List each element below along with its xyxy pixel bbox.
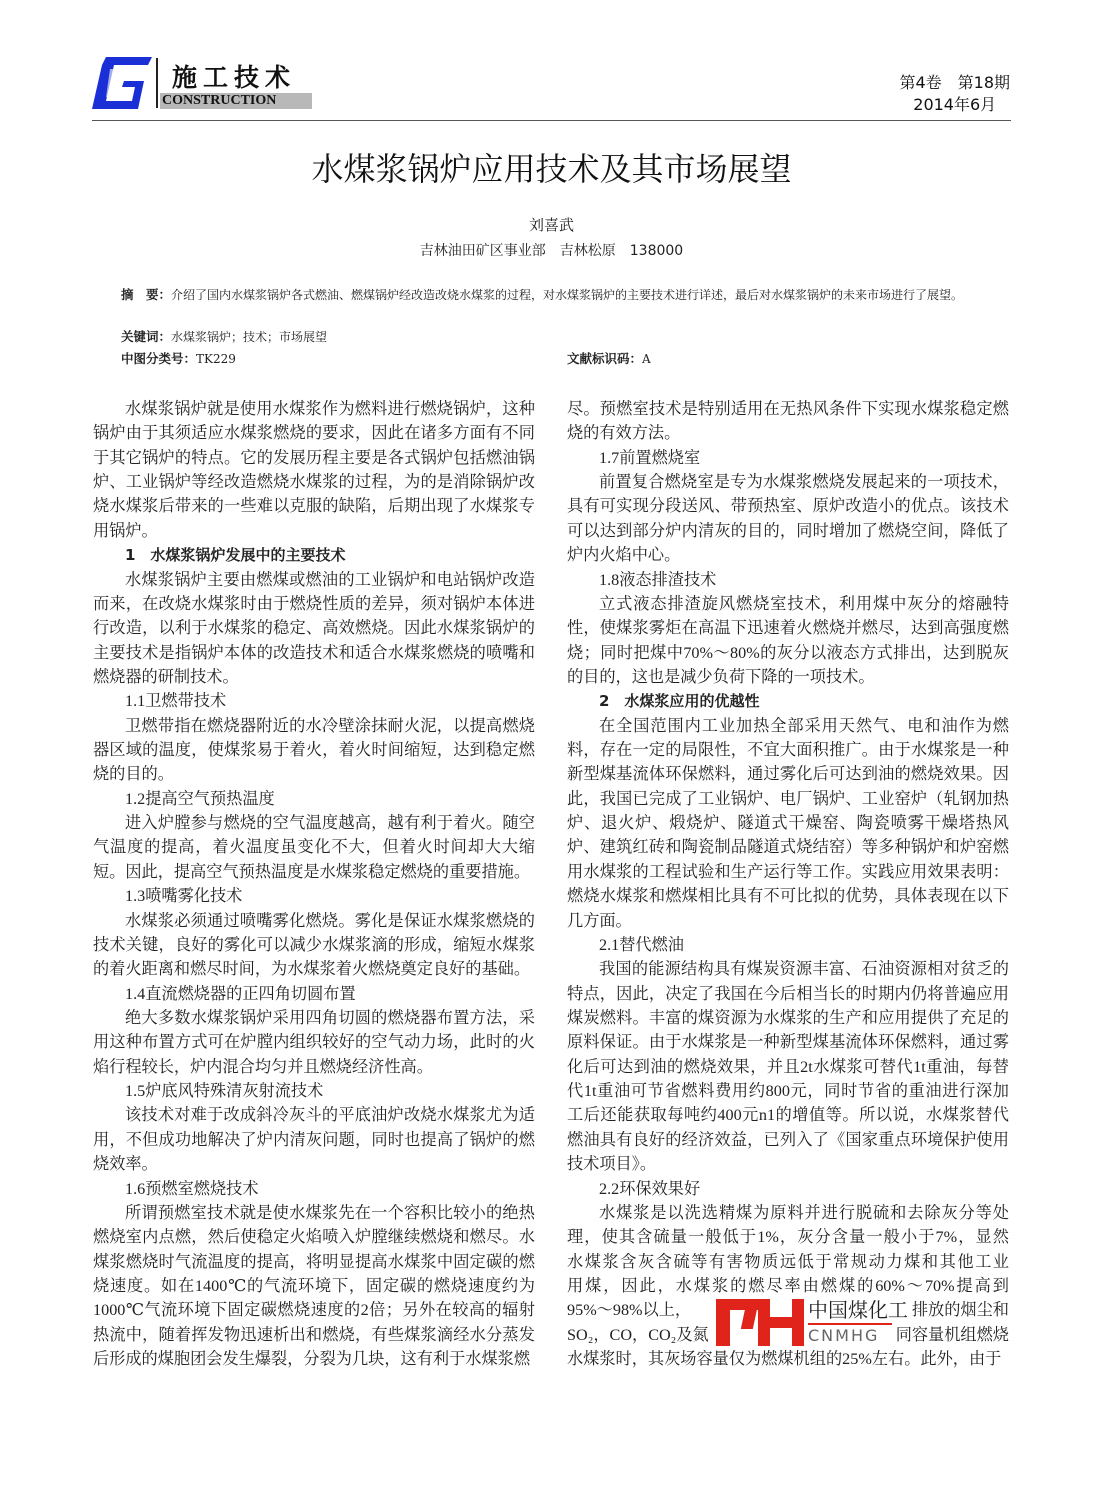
text-line: 炉、退火炉、煅烧炉、隧道式干燥窑、陶瓷喷雾干燥塔热风: [567, 814, 1009, 833]
document-code: [567, 348, 651, 370]
journal-name-en: CONSTRUCTION: [160, 93, 312, 109]
text-line: 短。因此，提高空气预热温度是水煤浆稳定燃烧的重要措施。: [93, 862, 531, 881]
section-heading: [93, 689, 535, 713]
text-line: 烧效率。: [93, 1155, 158, 1174]
section-heading: [567, 446, 1009, 470]
abstract: [93, 284, 1011, 306]
watermark: [716, 1298, 908, 1346]
text-line: 煤炭燃料。丰富的煤资源为水煤浆的生产和应用提供了充足的: [567, 1008, 1009, 1027]
header-rule: [92, 120, 1011, 121]
keywords-text: 水煤浆锅炉；技术；市场展望: [171, 330, 328, 344]
paragraph: [567, 592, 1009, 689]
journal-name: 施工技术: [172, 63, 297, 92]
text-line: 2 水煤浆应用的优越性: [599, 692, 760, 711]
text-line: 1.2提高空气预热温度: [125, 789, 275, 808]
text-line: 立式液态排渣旋风燃烧室技术，利用煤中灰分的熔融特: [599, 594, 1009, 613]
docid-value: A: [642, 352, 651, 366]
text-line: 烧的目的。: [93, 765, 174, 784]
text-line: 1.8液态排渣技术: [599, 570, 717, 589]
watermark-text-cn: 中国煤化工: [808, 1298, 908, 1322]
line-part: SO₂，CO，CO₂及氮: [567, 1325, 709, 1344]
text-line: 焰行程较长，炉内混合均匀并且燃烧经济性高。: [93, 1057, 433, 1076]
text-line: 主要技术是指锅炉本体的改造技术和适合水煤浆燃烧的喷嘴和: [93, 643, 535, 662]
text-line: 1.1卫燃带技术: [125, 692, 227, 711]
text-line: 在全国范围内工业加热全部采用天然气、电和油作为燃: [599, 716, 1009, 735]
text-line: 可以达到部分炉内清灰的目的，同时增加了燃烧空间，降低了: [567, 521, 1009, 540]
issue-info: [899, 72, 1010, 116]
right-column: [567, 397, 1009, 1371]
section-heading: [93, 543, 535, 567]
text-line: 具有可实现分段送风、带预热室、原炉改造小的优点。该技术: [567, 497, 1009, 516]
text-line: 烧水煤浆后带来的一些难以克服的缺陷，后期出现了水煤浆专: [93, 497, 535, 516]
text-line: 前置复合燃烧室是专为水煤浆燃烧发展起来的一项技术，: [599, 473, 1009, 492]
text-line: 料，存在一定的局限性，不宜大面积推广。由于水煤浆是一种: [567, 741, 1009, 760]
text-line: 用水煤浆的工程试验和生产运行等工作。实践应用效果表明：: [567, 862, 1009, 881]
text-line: 燃烧水煤浆和燃煤相比具有不可比拟的优势，具体表现在以下: [567, 887, 1009, 906]
paragraph: [93, 714, 535, 787]
text-line: 行改造，以利于水煤浆的稳定、高效燃烧。因此水煤浆锅炉的: [93, 619, 535, 638]
paragraph: [93, 1103, 535, 1176]
article-title: 水煤浆锅炉应用技术及其市场展望: [311, 150, 792, 188]
text-line: 水煤浆是以洗选精煤为原料并进行脱硫和去除灰分等处: [599, 1203, 1009, 1222]
paragraph: [93, 1006, 535, 1079]
text-line: 器区域的温度，使煤浆易于着火，着火时间缩短，达到稳定燃: [93, 741, 535, 760]
line-part: 95%～98%以上，: [567, 1301, 692, 1320]
clc-label: 中图分类号：: [121, 351, 197, 366]
line-part: 同容量机组燃烧: [895, 1325, 1009, 1344]
left-column: [93, 397, 535, 1371]
text-line: 2.1替代燃油: [599, 935, 684, 954]
text-line: 代1t重油可节省燃料费用约800元，同时节省的重油进行深加: [567, 1082, 1009, 1101]
text-line: 用锅炉。: [93, 521, 158, 540]
docid-label: 文献标识码：: [567, 351, 643, 366]
text-line: 煤浆燃烧时气流温度的提高，将明显提高水煤浆中固定碳的燃: [93, 1252, 535, 1271]
text-line: 用，不但成功地解决了炉内清灰问题，同时也提高了锅炉的燃: [93, 1130, 535, 1149]
text-line: 卫燃带指在燃烧器附近的水冷壁涂抹耐火泥，以提高燃烧: [125, 716, 535, 735]
text-line: 1000℃气流环境下固定碳燃烧速度的2倍；另外在较高的辐射: [93, 1301, 535, 1320]
paragraph: [567, 714, 1009, 933]
text-line: 所谓预燃室技术就是使水煤浆先在一个容积比较小的绝热: [125, 1203, 535, 1222]
section-heading: [567, 568, 1009, 592]
keywords-label: 关键词：: [121, 329, 172, 344]
section-heading: [93, 787, 535, 811]
text-line: 用煤，因此，水煤浆的燃尽率由燃煤的60%～70%提高到: [567, 1276, 1009, 1295]
classification: [121, 348, 236, 370]
text-line: 热流中，随着挥发物迅速析出和燃烧，有些煤浆滴经水分蒸发: [93, 1325, 535, 1344]
text-line: 技术关键，良好的雾化可以减少水煤浆滴的形成，缩短水煤浆: [93, 935, 535, 954]
text-line: 特点，因此，决定了我国在今后相当长的时期内仍将普遍应用: [567, 984, 1009, 1003]
watermark-text-en: CNMHG: [808, 1326, 880, 1345]
issue-date: 2014年6月: [913, 95, 997, 114]
text-line: 1.7前置燃烧室: [599, 448, 701, 467]
watermark-rule: [808, 1323, 892, 1325]
paragraph: [567, 397, 1009, 446]
text-line: 水煤浆时，其灰场容量仅为燃煤机组的25%左右。此外，由于: [567, 1350, 1002, 1369]
text-line: 性，使煤浆雾炬在高温下迅速着火燃烧并燃尽，达到高强度燃: [567, 619, 1009, 638]
text-line: 炉、建筑红砖和陶瓷制品隧道式烧结窑）等多种锅炉和炉窑燃: [567, 838, 1009, 857]
text-line: 炉内火焰中心。: [567, 546, 681, 565]
text-line: 该技术对难于改成斜冷灰斗的平底油炉改烧水煤浆尤为适: [125, 1106, 535, 1125]
author: 刘喜武: [528, 216, 574, 234]
paragraph: [567, 470, 1009, 567]
line-part: 排放的烟尘和: [911, 1301, 1009, 1320]
text-line: 原料保证。由于水煤浆是一种新型煤基流体环保燃料，通过雾: [567, 1033, 1009, 1052]
affiliation: 吉林油田矿区事业部 吉林松原 138000: [419, 243, 684, 259]
text-line: 烧；同时把煤中70%～80%的灰分以液态方式排出，达到脱灰: [567, 643, 1009, 662]
text-line: 化后可达到油的燃烧效果，并且2t水煤浆可替代1t重油，每替: [567, 1057, 1009, 1076]
text-line: 技术项目》。: [567, 1155, 657, 1174]
text-line: 燃烧室内点燃，然后使稳定火焰喷入炉膛继续燃烧和燃尽。水: [93, 1228, 535, 1247]
text-line: 1.6预燃室燃烧技术: [125, 1179, 259, 1198]
text-line: 尽。预燃室技术是特别适用在无热风条件下实现水煤浆稳定燃: [567, 400, 1009, 418]
section-heading: [93, 1177, 535, 1201]
text-line: 1.4直流燃烧器的正四角切圆布置: [125, 984, 356, 1003]
journal-logo-icon: [92, 57, 152, 109]
clc-value: TK229: [196, 352, 236, 366]
text-line: 2.2环保效果好: [599, 1179, 701, 1198]
keywords: [121, 326, 327, 348]
paragraph: [567, 957, 1009, 1176]
text-line: 理，使其含硫量一般低于1%，灰分含量一般小于7%，显然: [567, 1228, 1009, 1247]
text-line: 我国的能源结构具有煤炭资源丰富、石油资源相对贫乏的: [599, 960, 1009, 979]
section-heading: [93, 884, 535, 908]
text-line: 此，我国已完成了工业锅炉、电厂锅炉、工业窑炉（轧钢加热: [567, 789, 1009, 808]
text-line: 工后还能获取每吨约400元n1的增值等。所以说，水煤浆替代: [567, 1106, 1009, 1125]
text-line: 绝大多数水煤浆锅炉采用四角切圆的燃烧器布置方法，采: [125, 1008, 535, 1027]
text-line: 炉、工业锅炉等经改造燃烧水煤浆的过程，为的是消除锅炉改: [93, 473, 535, 492]
paragraph: [93, 568, 535, 690]
paragraph: [93, 397, 535, 543]
section-heading: [567, 689, 1009, 713]
text-line: 1 水煤浆锅炉发展中的主要技术: [125, 546, 346, 565]
text-line: 锅炉由于其须适应水煤浆燃烧的要求，因此在诸多方面有不同: [93, 424, 535, 443]
text-line: 1.3喷嘴雾化技术: [125, 887, 243, 906]
text-line: 进入炉膛参与燃烧的空气温度越高，越有利于着火。随空: [125, 814, 535, 833]
logo-divider: [156, 58, 158, 108]
paragraph: [93, 811, 535, 884]
text-line: 水煤浆必须通过喷嘴雾化燃烧。雾化是保证水煤浆燃烧的: [125, 911, 535, 930]
text-line: 1.5炉底风特殊清灰射流技术: [125, 1082, 324, 1101]
text-line: 的目的，这也是减少负荷下降的一项技术。: [567, 667, 875, 686]
text-line: 水煤浆锅炉就是使用水煤浆作为燃料进行燃烧锅炉，这种: [125, 400, 535, 418]
paragraph: [93, 909, 535, 982]
text-line: 新型煤基流体环保燃料，通过雾化后可达到油的燃烧效果。因: [567, 765, 1009, 784]
text-line: 水煤浆含灰含硫等有害物质远低于常规动力煤和其他工业: [567, 1252, 1009, 1271]
text-line: 水煤浆锅炉主要由燃煤或燃油的工业锅炉和电站锅炉改造: [125, 570, 535, 589]
text-line: 几方面。: [567, 911, 632, 930]
text-line: 于其它锅炉的特点。它的发展历程主要是各式锅炉包括燃油锅: [93, 448, 535, 467]
paragraph: [93, 1201, 535, 1372]
volume-issue: 第4卷 第18期: [899, 73, 1010, 92]
section-heading: [567, 1177, 1009, 1201]
section-heading: [93, 982, 535, 1006]
text-line: 后形成的煤胞团会发生爆裂，分裂为几块，这有利于水煤浆燃: [93, 1350, 531, 1369]
section-heading: [93, 1079, 535, 1103]
text-line: 烧速度。如在1400℃的气流环境下，固定碳的燃烧速度约为: [93, 1276, 535, 1295]
text-line: 用这种布置方式可在炉膛内组织较好的空气动力场，此时的火: [93, 1033, 535, 1052]
section-heading: [567, 933, 1009, 957]
text-line: 燃烧器的研制技术。: [93, 667, 239, 686]
text-line: 而来，在改烧水煤浆时由于燃烧性质的差异，须对锅炉本体进: [93, 594, 535, 613]
abstract-label: 摘 要：: [121, 287, 172, 302]
text-line: 气温度的提高，着火温度虽变化不大，但着火时间却大大缩: [93, 838, 535, 857]
text-line: 燃油具有良好的经济效益，已列入了《国家重点环境保护使用: [567, 1130, 1009, 1149]
abstract-text: 介绍了国内水煤浆锅炉各式燃油、燃煤锅炉经改造改烧水煤浆的过程，对水煤浆锅炉的主要技术进行详述，最后对水煤浆锅炉的未来市场进行了展望。: [171, 288, 964, 302]
text-line: 烧的有效方法。: [567, 424, 681, 443]
text-line: 的着火距离和燃尽时间，为水煤浆着火燃烧奠定良好的基础。: [93, 960, 531, 979]
